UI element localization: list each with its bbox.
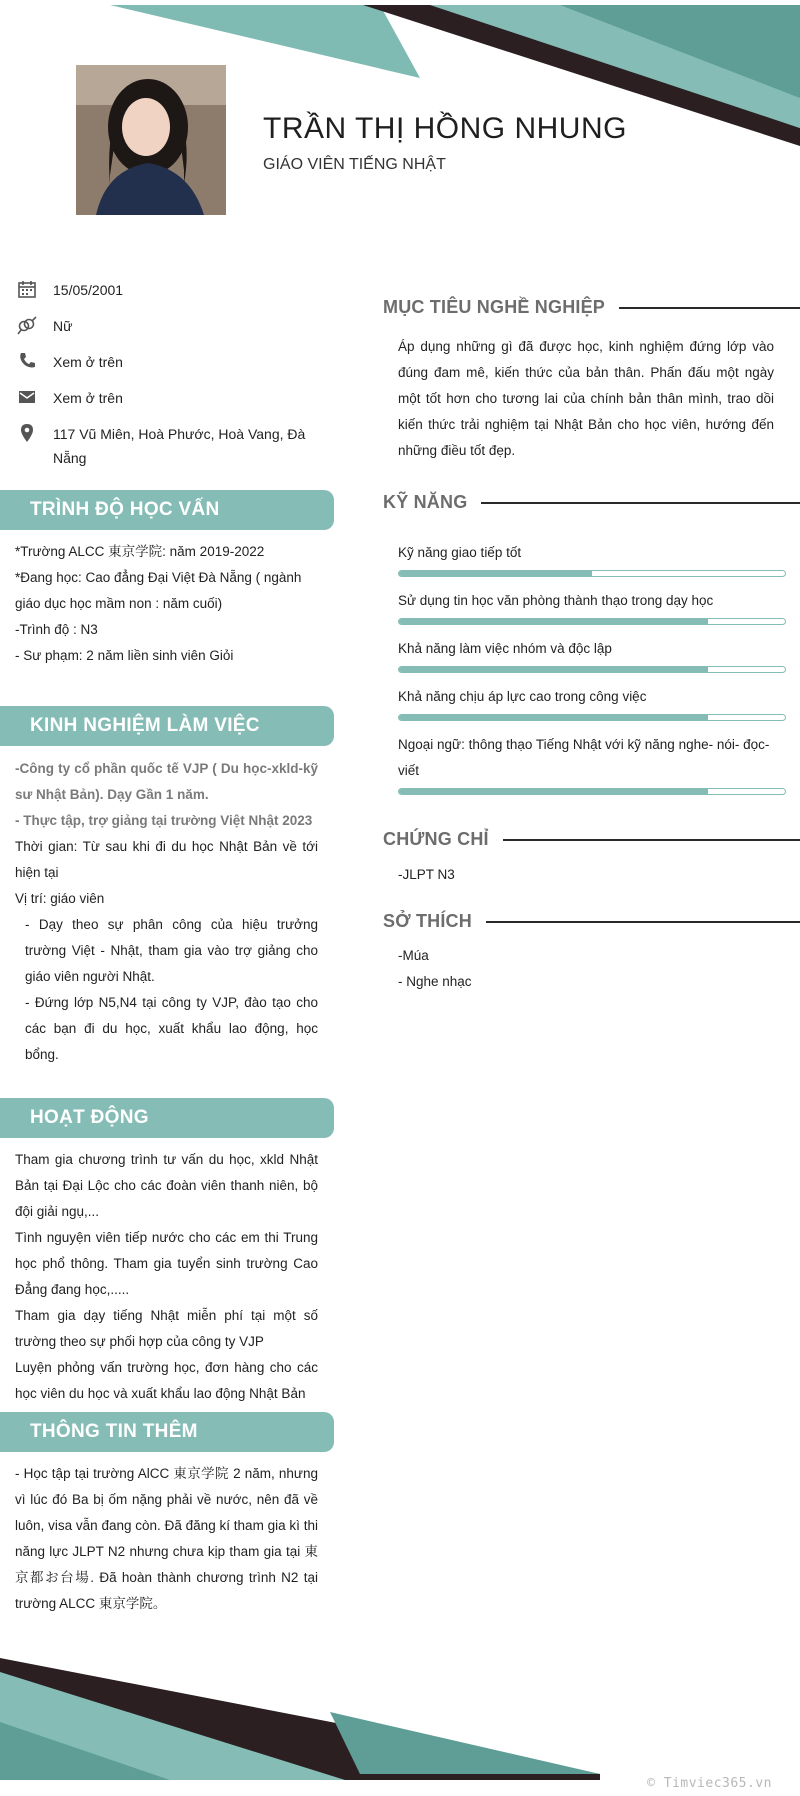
job-title: GIÁO VIÊN TIẾNG NHẬT xyxy=(263,156,446,173)
divider xyxy=(503,839,800,841)
education-heading: TRÌNH ĐỘ HỌC VẤN xyxy=(0,490,334,530)
skill-item: Kỹ năng giao tiếp tốt xyxy=(398,540,786,577)
skill-item: Sử dụng tin học văn phòng thành thạo trong dạy học xyxy=(398,588,786,625)
skill-bar xyxy=(398,788,786,795)
skills-heading: KỸ NĂNG xyxy=(383,492,800,513)
activities-heading: HOẠT ĐỘNG xyxy=(0,1098,334,1138)
objective-heading: MỤC TIÊU NGHỀ NGHIỆP xyxy=(383,297,800,318)
skill-item: Khả năng làm việc nhóm và độc lập xyxy=(398,636,786,673)
experience-content xyxy=(15,756,318,1068)
experience-time: Thời gian: Từ sau khi đi du học Nhật Bản về tới hiện tại xyxy=(15,839,318,880)
skill-bar xyxy=(398,714,786,721)
calendar-icon xyxy=(16,278,38,300)
contact-phone: Xem ở trên xyxy=(16,350,316,374)
phone-icon xyxy=(16,350,38,372)
experience-company: -Công ty cổ phần quốc tế VJP ( Du học-xkld-kỹ sư Nhật Bản). Dạy Gần 1 năm. xyxy=(15,761,318,802)
skill-item: Khả năng chịu áp lực cao trong công việc xyxy=(398,684,786,721)
education-content: *Trường ALCC 東京学院: năm 2019-2022 *Đang học: Cao đẳng Đại Việt Đà Nẵng ( ngành giáo dục học mầm non : năm cuối) -Trình độ : N3 - Sư phạm: 2 năm liền sinh viên Giỏi xyxy=(15,544,302,663)
divider xyxy=(619,307,800,309)
gender-icon xyxy=(16,314,38,336)
certificates-heading: CHỨNG CHỈ xyxy=(383,829,800,850)
additional-info-content: - Học tập tại trường AlCC 東京学院 2 năm, nhưng vì lúc đó Ba bị ốm nặng phải về nước, nên đã về luôn, visa vẫn đang còn. Đã đăng kí tham gia kì thi năng lực JLPT N2 nhưng chưa kịp tham gia tại 東京都お台場. Đã hoàn thành chương trình N2 tại trường ALCC 東京学院。 xyxy=(15,1466,318,1611)
bottom-decoration xyxy=(0,1650,800,1796)
candidate-name: TRẦN THỊ HỒNG NHUNG xyxy=(263,112,627,145)
certificates-content: -JLPT N3 xyxy=(398,867,455,882)
experience-duty: - Đứng lớp N5,N4 tại công ty VJP, đào tạo cho các bạn đi du học, xuất khẩu lao động, học bổng. xyxy=(25,995,318,1062)
divider xyxy=(486,921,800,923)
contact-info xyxy=(16,278,316,482)
skill-bar xyxy=(398,570,786,577)
hobbies-heading: SỞ THÍCH xyxy=(383,911,800,932)
experience-heading: KINH NGHIỆM LÀM VIỆC xyxy=(0,706,334,746)
profile-photo xyxy=(76,65,226,215)
skill-bar xyxy=(398,618,786,625)
skill-bar xyxy=(398,666,786,673)
activities-content: Tham gia chương trình tư vấn du học, xkld Nhật Bản tại Đại Lộc cho các đoàn viên thanh niên, bộ đội giải ngụ,... Tình nguyện viên tiếp nước cho các em thi Trung học phổ thông. Tham gia tuyển sinh trường Cao Đẳng đang học,..... Tham gia dạy tiếng Nhật miễn phí tại một số trường theo sự phối hợp của công ty VJP Luyện phỏng vấn trường học, đơn hàng cho các học viên du học và xuất khẩu lao động Nhật Bản xyxy=(15,1152,318,1401)
contact-email: Xem ở trên xyxy=(16,386,316,410)
contact-gender: Nữ xyxy=(16,314,316,338)
experience-duty: - Dạy theo sự phân công của hiệu trưởng trường Việt - Nhật, tham gia vào trợ giảng cho giáo viên người Nhật. xyxy=(25,917,318,984)
objective-content: Áp dụng những gì đã được học, kinh nghiệm đứng lớp vào đúng đam mê, kiến thức của bản thân. Phấn đấu một ngày một tốt hơn cho tương lai của chính bản thân mình, trao dồi kiến thức trải nghiệm tại Nhật Bản cho học viên, hướng đến những điều tốt đẹp. xyxy=(398,339,774,458)
email-icon xyxy=(16,386,38,408)
contact-address: 117 Vũ Miên, Hoà Phước, Hoà Vang, Đà Nẵng xyxy=(16,422,316,470)
skill-item: Ngoại ngữ: thông thạo Tiếng Nhật với kỹ năng nghe- nói- đọc- viết xyxy=(398,732,786,795)
experience-position: Vị trí: giáo viên xyxy=(15,891,105,906)
experience-internship: - Thực tập, trợ giảng tại trường Việt Nhật 2023 xyxy=(15,813,313,828)
watermark: © Timviec365.vn xyxy=(647,1776,772,1791)
location-icon xyxy=(16,422,38,444)
divider xyxy=(481,502,800,504)
hobbies-content: -Múa - Nghe nhạc xyxy=(398,948,472,989)
contact-birthday: 15/05/2001 xyxy=(16,278,316,302)
additional-info-heading: THÔNG TIN THÊM xyxy=(0,1412,334,1452)
